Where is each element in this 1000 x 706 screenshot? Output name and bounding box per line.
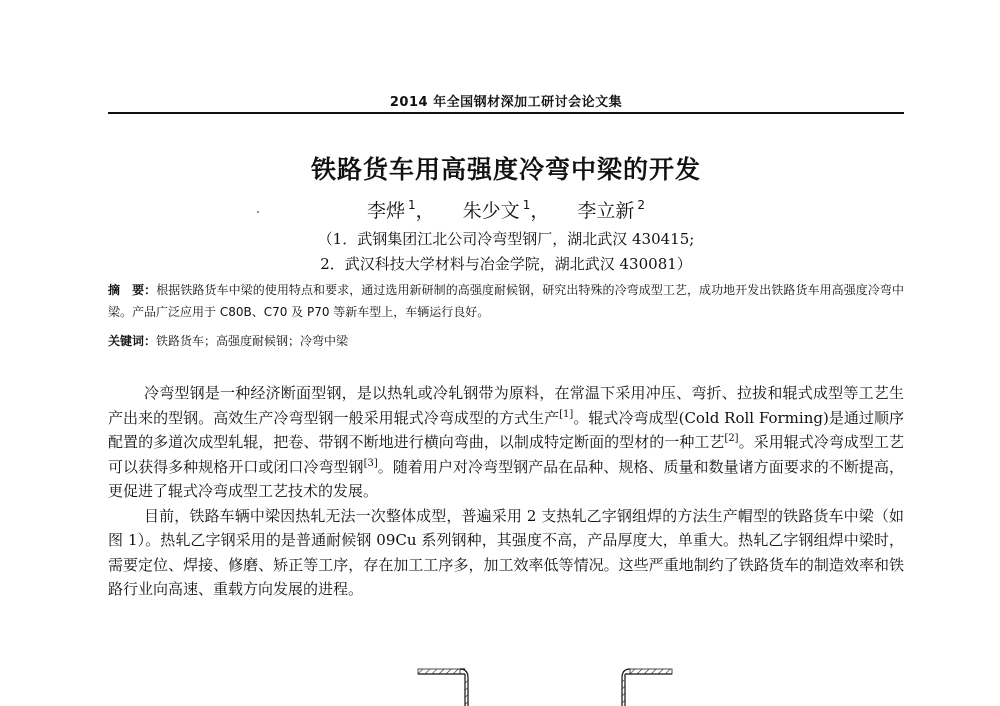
body-paragraph-1: 冷弯型钢是一种经济断面型钢，是以热轧或冷轧钢带为原料，在常温下采用冲压、弯折、拉拔和辊式成型等工艺生产出来的型钢。高效生产冷弯型钢一般采用辊式冷弯成型的方式生产[1]。辊式冷弯成型(Cold Roll Forming)是通过顺序配置的多道次成型轧辊，把卷、带钢不断地进行横向弯曲，以制成特定断面的型材的一种工艺[2]。采用辊式冷弯成型工艺可以获得多种规格开口或闭口冷弯型钢[3]。随着用户对冷弯型钢产品在品种、规格、质量和数量诸方面要求的不断提高，更促进了辊式冷弯成型工艺技术的发展。 [108,384,904,500]
keywords [108,330,904,352]
abstract-text: 根据铁路货车中梁的使用特点和要求，通过选用新研制的高强度耐候钢，研究出特殊的冷弯成型工艺，成功地开发出铁路货车用高强度冷弯中梁。产品广泛应用于 C80B、C70 及 P70 等新车型上，车辆运行良好。 [108,283,904,319]
citation: [1] [559,408,574,420]
paper-title: 铁路货车用高强度冷弯中梁的开发 [310,155,701,184]
author-affiliation-mark: 2 [637,198,646,212]
author: 朱少文 $^1$， [462,198,550,222]
citation: [2] [724,433,739,444]
header-rule [108,112,904,114]
citation: [3] [363,457,378,469]
figure-1-partial [0,660,1000,706]
abstract-label: 摘 要： [108,283,157,297]
left-channel-section [418,669,468,706]
right-channel-section [622,669,672,706]
affiliation-2: 2．武汉科技大学材料与冶金学院，湖北武汉 430081） [320,255,692,273]
author: 李烨 $^1$， [366,198,435,222]
keywords-label: 关键词： [108,334,157,348]
author-affiliation-mark: 1 [407,198,416,212]
running-header: 2014 年全国钢材深加工研讨会论文集 [389,95,623,110]
affiliation-1: （1．武钢集团江北公司冷弯型钢厂，湖北武汉 430415; [317,230,695,248]
keywords-text: 铁路货车；高强度耐候钢；冷弯中梁 [156,334,349,348]
author-affiliation-mark: 1 [522,198,531,212]
body-paragraph-2: 目前，铁路车辆中梁因热轧无法一次整体成型，普遍采用 2 支热轧乙字钢组焊的方法生产帽型的铁路货车中梁（如图 1）。热轧乙字钢采用的是普通耐候钢 09Cu 系列钢种，其强度不高，产品厚度大，单重大。热轧乙字钢组焊中梁时，需要定位、焊接、修磨、矫正等工序，存在加工工序多，加工效率低等情况。这些严重地制约了铁路货车的制造效率和铁路行业向高速、重载方向发展的进程。 [108,506,904,598]
author-line [108,196,904,223]
author: 李立新 $^2$ [577,198,646,222]
abstract [108,279,904,323]
body-text [108,381,904,602]
